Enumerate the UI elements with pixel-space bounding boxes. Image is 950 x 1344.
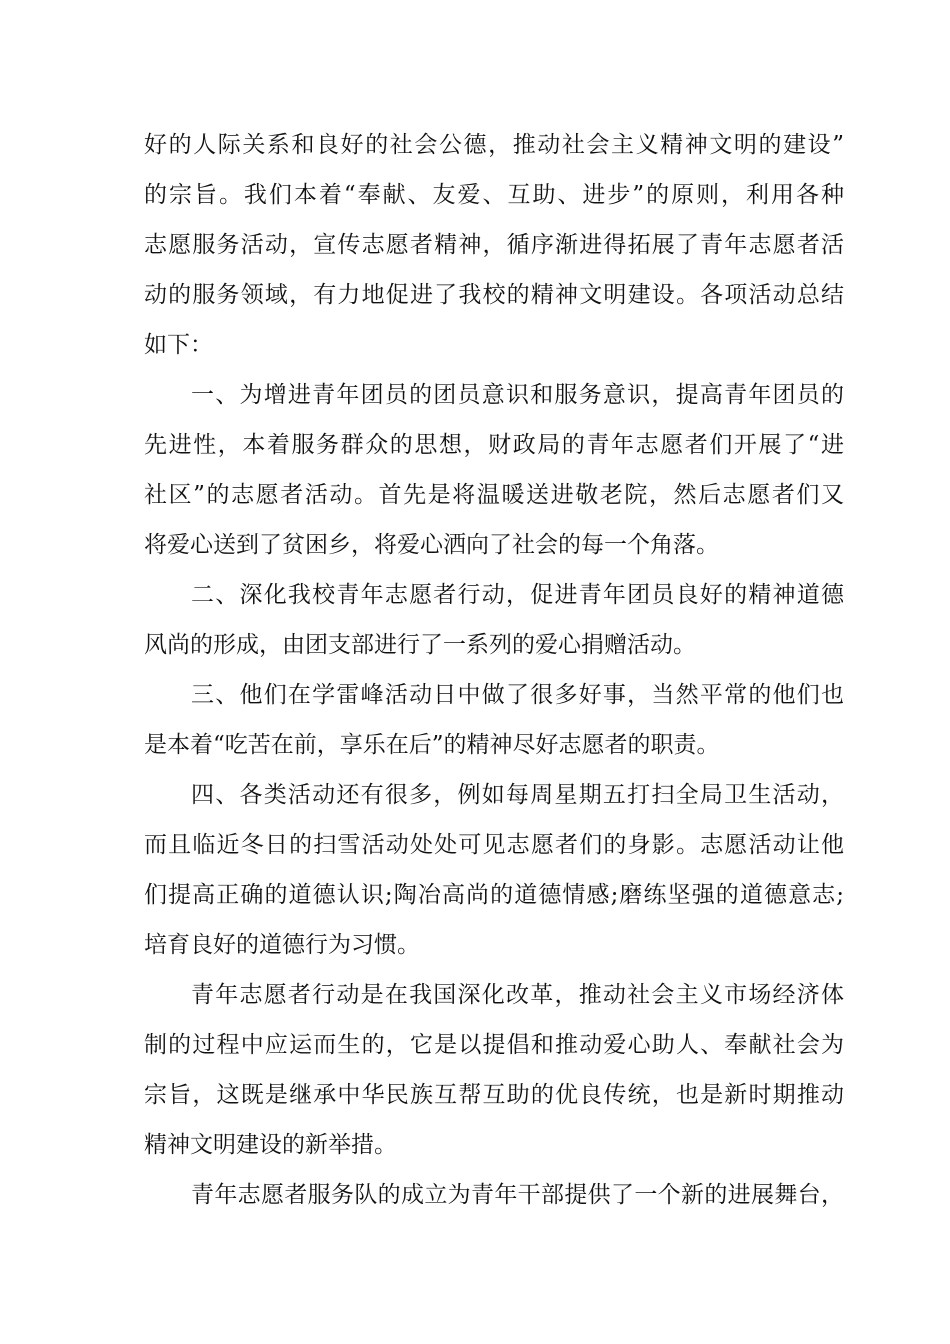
text-line: 是本着“吃苦在前，享乐在后”的精神尽好志愿者的职责。 (144, 732, 720, 758)
text-line: 四、各类活动还有很多，例如每周星期五打扫全局卫生活动， (191, 782, 846, 808)
text-line: 二、深化我校青年志愿者行动，促进青年团员良好的精神道德 (191, 582, 846, 608)
text-line: 宗旨，这既是继承中华民族互帮互助的优良传统，也是新时期推动 (144, 1082, 846, 1108)
text-line: 将爱心送到了贫困乡，将爱心洒向了社会的每一个角落。 (144, 532, 719, 558)
text-line: 一、为增进青年团员的团员意识和服务意识，提高青年团员的 (191, 382, 846, 408)
text-line: 精神文明建设的新举措。 (144, 1132, 397, 1158)
text-line: 风尚的形成，由团支部进行了一系列的爱心捐赠活动。 (144, 632, 696, 658)
text-line: 动的服务领域，有力地促进了我校的精神文明建设。各项活动总结 (144, 282, 846, 308)
text-line: 如下： (144, 332, 213, 358)
text-line: 社区”的志愿者活动。首先是将温暖送进敬老院，然后志愿者们又 (144, 482, 846, 508)
text-line: 青年志愿者行动是在我国深化改革，推动社会主义市场经济体 (191, 982, 846, 1008)
text-line: 好的人际关系和良好的社会公德，推动社会主义精神文明的建设” (144, 132, 846, 158)
text-line: 青年志愿者服务队的成立为青年干部提供了一个新的进展舞台， (191, 1182, 845, 1208)
text-line: 培育良好的道德行为习惯。 (144, 932, 420, 958)
text-line: 制的过程中应运而生的，它是以提倡和推动爱心助人、奉献社会为 (144, 1032, 846, 1058)
text-line: 而且临近冬日的扫雪活动处处可见志愿者们的身影。志愿活动让他 (144, 832, 846, 858)
document-body-text (144, 131, 844, 1231)
text-line: 先进性，本着服务群众的思想，财政局的青年志愿者们开展了“进 (144, 432, 846, 458)
text-line: 三、他们在学雷峰活动日中做了很多好事，当然平常的他们也 (191, 682, 846, 708)
text-line: 志愿服务活动，宣传志愿者精神，循序渐进得拓展了青年志愿者活 (144, 232, 846, 258)
text-line: 们提高正确的道德认识;陶冶高尚的道德情感;磨练坚强的道德意志; (144, 882, 846, 908)
text-line: 的宗旨。我们本着“奉献、友爱、互助、进步”的原则，利用各种 (144, 182, 846, 208)
